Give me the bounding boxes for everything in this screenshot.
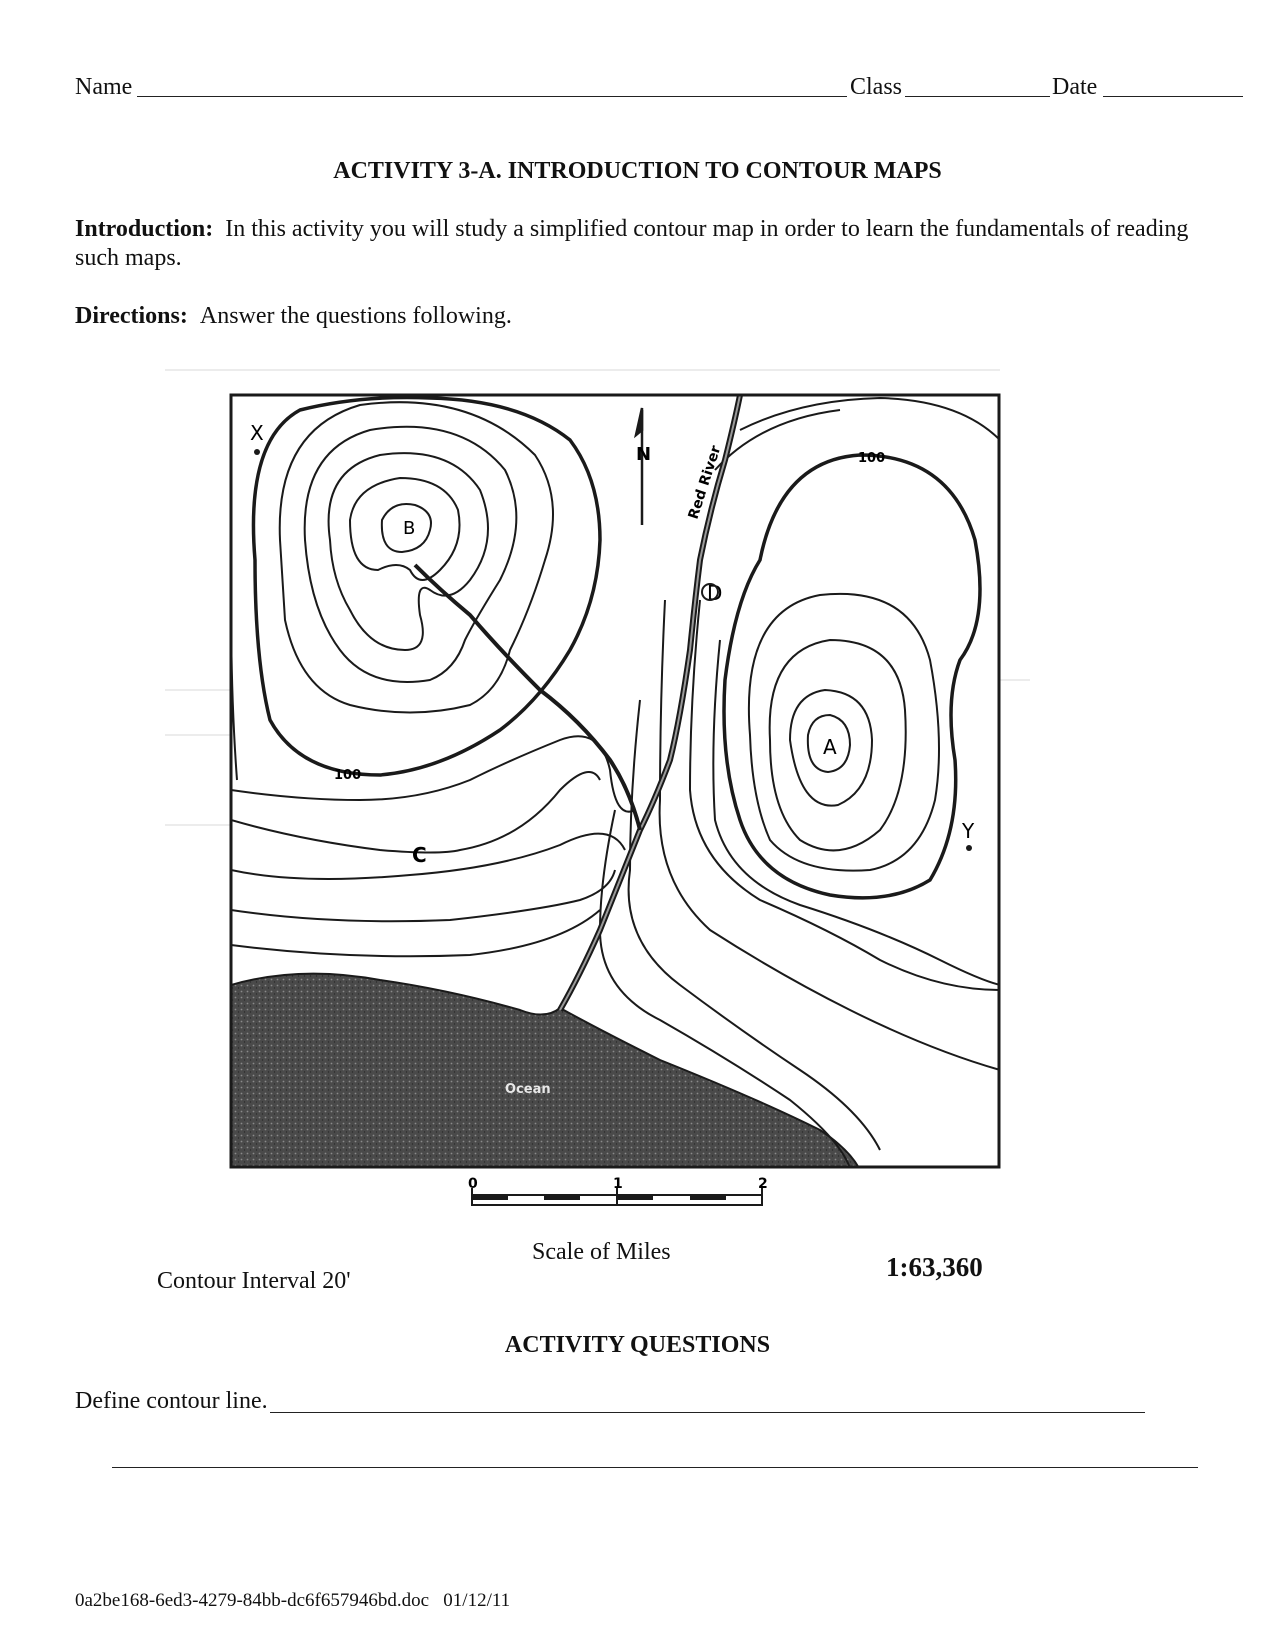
ocean-label: Ocean [505,1082,551,1097]
question-1-answer-blank[interactable] [270,1412,1145,1413]
north-arrow-icon [636,408,642,525]
point-x-label: X [250,421,264,445]
question-1-text: Define contour line. [75,1388,268,1414]
introduction-label: Introduction: [75,216,214,242]
contour-interval-label: Contour Interval 20' [157,1268,351,1294]
representative-fraction: 1:63,360 [886,1252,983,1282]
introduction-text: In this activity you will study a simplified contour map in order to learn the fundamentals of reading such maps. [75,216,1189,271]
ocean-area [231,974,860,1170]
class-label: Class [850,74,903,100]
bleed-through-marks [165,370,1030,825]
river-label: Red River [685,443,725,522]
scale-tick-1: 1 [613,1176,623,1192]
red-river [560,395,740,1010]
point-y-label: Y [962,819,975,843]
document-footer: 0a2be168-6ed3-4279-84bb-dc6f657946bd.doc 01/12/11 [75,1590,511,1611]
name-label: Name [75,74,133,100]
date-label: Date [1052,74,1098,100]
point-d-label: D [707,581,723,605]
hill-b-label: B [403,518,416,539]
point-c-label: C [412,843,427,867]
directions-text: Answer the questions following. [199,303,512,329]
scale-of-miles-label: Scale of Miles [532,1239,671,1265]
question-1-answer-line-2[interactable] [112,1467,1198,1468]
question-1 [75,1388,268,1415]
activity-questions-heading: ACTIVITY QUESTIONS [504,1332,771,1358]
point-y-marker [966,845,972,851]
hill-a-label: A [823,735,837,759]
tributary-stream [415,565,640,830]
contour-100-right-label: 100 [858,451,886,466]
scale-tick-0: 0 [468,1176,478,1192]
contour-100-left-label: 100 [334,768,362,783]
north-label: N [636,444,652,465]
activity-title: ACTIVITY 3-A. INTRODUCTION TO CONTOUR MAPS [333,158,942,184]
scale-tick-2: 2 [758,1176,768,1192]
point-x-marker [254,449,260,455]
directions-label: Directions: [75,303,188,329]
